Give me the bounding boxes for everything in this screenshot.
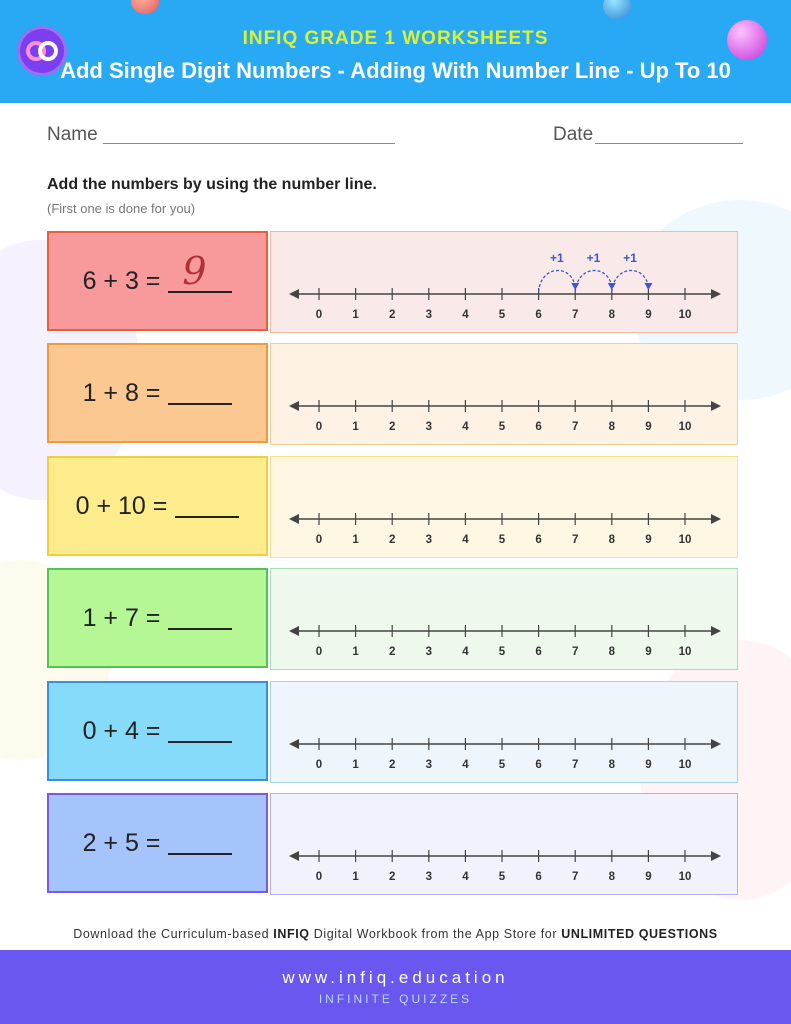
tick-label: 7 xyxy=(571,759,579,771)
tick-label: 4 xyxy=(462,646,469,658)
tick-label: 7 xyxy=(571,871,579,883)
instructions: Add the numbers by using the number line. xyxy=(47,176,377,193)
jump-label: +1 xyxy=(550,251,564,265)
tick-label: 2 xyxy=(388,871,396,883)
equation-box xyxy=(47,568,268,668)
tick-label: 10 xyxy=(678,871,692,883)
left-arrow-icon xyxy=(289,289,299,299)
tick-label: 10 xyxy=(678,421,692,433)
tick-label: 10 xyxy=(678,759,692,771)
equation-text: 0 + 10 = xyxy=(75,491,168,520)
tick-label: 0 xyxy=(315,309,323,321)
number-line xyxy=(271,794,737,894)
jump-arrowhead-icon xyxy=(644,283,652,290)
answer-blank[interactable] xyxy=(168,831,232,855)
tick-label: 1 xyxy=(352,309,359,321)
tick-label: 3 xyxy=(425,759,433,771)
sub-instructions: (First one is done for you) xyxy=(47,201,196,216)
tick-label: 6 xyxy=(535,309,542,321)
problem-row xyxy=(47,681,738,783)
tick-label: 1 xyxy=(352,646,359,658)
tick-label: 6 xyxy=(535,646,542,658)
equation-text: 6 + 3 = xyxy=(82,266,161,295)
answer-blank[interactable] xyxy=(175,494,239,518)
note-prefix: Download the Curriculum-based xyxy=(73,927,274,941)
tick-label: 0 xyxy=(315,646,323,658)
tick-label: 9 xyxy=(645,646,652,658)
tick-label: 7 xyxy=(571,421,579,433)
tick-label: 1 xyxy=(352,759,359,771)
right-arrow-icon xyxy=(711,289,721,299)
tick-label: 8 xyxy=(608,534,616,546)
number-line-box xyxy=(270,793,738,895)
tick-label: 0 xyxy=(315,421,323,433)
tick-label: 5 xyxy=(498,309,506,321)
equation-box xyxy=(47,456,268,556)
tick-label: 4 xyxy=(462,309,469,321)
tick-label: 8 xyxy=(608,309,616,321)
right-arrow-icon xyxy=(711,851,721,861)
tick-label: 9 xyxy=(645,309,652,321)
tick-label: 6 xyxy=(535,759,542,771)
number-line xyxy=(271,457,737,557)
name-line[interactable] xyxy=(103,143,395,144)
tick-label: 3 xyxy=(425,534,433,546)
tick-label: 9 xyxy=(645,421,652,433)
left-arrow-icon xyxy=(289,626,299,636)
tick-label: 5 xyxy=(498,534,506,546)
left-arrow-icon xyxy=(289,739,299,749)
tick-label: 6 xyxy=(535,421,542,433)
jump-arc xyxy=(612,270,649,292)
left-arrow-icon xyxy=(289,401,299,411)
tick-label: 3 xyxy=(425,646,433,658)
tick-label: 9 xyxy=(645,759,652,771)
tick-label: 2 xyxy=(388,421,396,433)
tick-label: 1 xyxy=(352,421,359,433)
right-arrow-icon xyxy=(711,514,721,524)
right-arrow-icon xyxy=(711,626,721,636)
tick-label: 1 xyxy=(352,534,359,546)
grade-label: INFIQ GRADE 1 WORKSHEETS xyxy=(242,28,549,49)
date-label: Date xyxy=(553,124,594,145)
tick-label: 6 xyxy=(535,534,542,546)
number-line-box xyxy=(270,456,738,558)
tick-label: 1 xyxy=(352,871,359,883)
page-header xyxy=(0,0,791,103)
tick-label: 10 xyxy=(678,646,692,658)
tick-label: 6 xyxy=(535,871,542,883)
left-arrow-icon xyxy=(289,514,299,524)
number-line xyxy=(271,682,737,782)
tick-label: 3 xyxy=(425,309,433,321)
worksheet-title: Add Single Digit Numbers - Adding With Number Line - Up To 10 xyxy=(60,58,731,83)
tick-label: 4 xyxy=(462,871,469,883)
tick-label: 4 xyxy=(462,421,469,433)
jump-arc xyxy=(575,270,612,292)
note-middle: Digital Workbook from the App Store for xyxy=(309,927,562,941)
page-footer xyxy=(0,950,791,1024)
right-arrow-icon xyxy=(711,739,721,749)
tick-label: 10 xyxy=(678,534,692,546)
equation-box xyxy=(47,343,268,443)
jump-label: +1 xyxy=(586,251,601,265)
right-arrow-icon xyxy=(711,401,721,411)
answer-blank[interactable] xyxy=(168,606,232,630)
equation-text: 0 + 4 = xyxy=(82,716,161,745)
tick-label: 7 xyxy=(571,646,579,658)
tick-label: 2 xyxy=(388,646,396,658)
problem-row xyxy=(47,568,738,670)
number-line-box xyxy=(270,568,738,670)
tick-label: 0 xyxy=(315,871,323,883)
number-line xyxy=(271,569,737,669)
note-emphasis: UNLIMITED QUESTIONS xyxy=(561,927,718,941)
problem-row xyxy=(47,793,738,895)
answer-text: 9 xyxy=(182,249,207,293)
decorative-ball xyxy=(131,0,159,14)
answer-blank[interactable] xyxy=(168,381,232,405)
tick-label: 0 xyxy=(315,759,323,771)
decorative-ball xyxy=(603,0,631,20)
tick-label: 3 xyxy=(425,871,433,883)
tick-label: 2 xyxy=(388,309,396,321)
equation-text: 2 + 5 = xyxy=(82,828,161,857)
tick-label: 4 xyxy=(462,534,469,546)
tick-label: 8 xyxy=(608,871,616,883)
answer-blank[interactable] xyxy=(168,719,232,743)
download-note xyxy=(0,927,791,941)
note-brand: INFIQ xyxy=(273,927,310,941)
tick-label: 0 xyxy=(315,534,323,546)
tagline: INFINITE QUIZZES xyxy=(318,992,473,1006)
equation-box xyxy=(47,681,268,781)
equation-text: 1 + 8 = xyxy=(82,378,161,407)
tick-label: 5 xyxy=(498,871,506,883)
tick-label: 8 xyxy=(608,646,616,658)
tick-label: 5 xyxy=(498,759,506,771)
tick-label: 3 xyxy=(425,421,433,433)
number-line-box xyxy=(270,231,738,333)
tick-label: 8 xyxy=(608,421,616,433)
answer-blank[interactable] xyxy=(168,249,232,293)
website-link[interactable]: www.infiq.education xyxy=(282,968,509,987)
tick-label: 2 xyxy=(388,534,396,546)
jump-label: +1 xyxy=(623,251,637,265)
tick-label: 7 xyxy=(571,534,579,546)
name-label: Name xyxy=(47,124,98,145)
number-line xyxy=(271,344,737,444)
problem-row xyxy=(47,231,738,333)
equation-box xyxy=(47,793,268,893)
tick-label: 5 xyxy=(498,646,506,658)
date-line[interactable] xyxy=(595,143,743,144)
left-arrow-icon xyxy=(289,851,299,861)
problem-row xyxy=(47,456,738,558)
tick-label: 5 xyxy=(498,421,506,433)
jump-arc xyxy=(539,270,576,292)
problem-row xyxy=(47,343,738,445)
tick-label: 2 xyxy=(388,759,396,771)
tick-label: 8 xyxy=(608,759,616,771)
number-line xyxy=(271,232,737,332)
number-line-box xyxy=(270,343,738,445)
number-line-box xyxy=(270,681,738,783)
tick-label: 4 xyxy=(462,759,469,771)
tick-label: 10 xyxy=(678,309,692,321)
tick-label: 9 xyxy=(645,871,652,883)
equation-box xyxy=(47,231,268,331)
tick-label: 7 xyxy=(571,309,579,321)
tick-label: 9 xyxy=(645,534,652,546)
equation-text: 1 + 7 = xyxy=(82,603,161,632)
